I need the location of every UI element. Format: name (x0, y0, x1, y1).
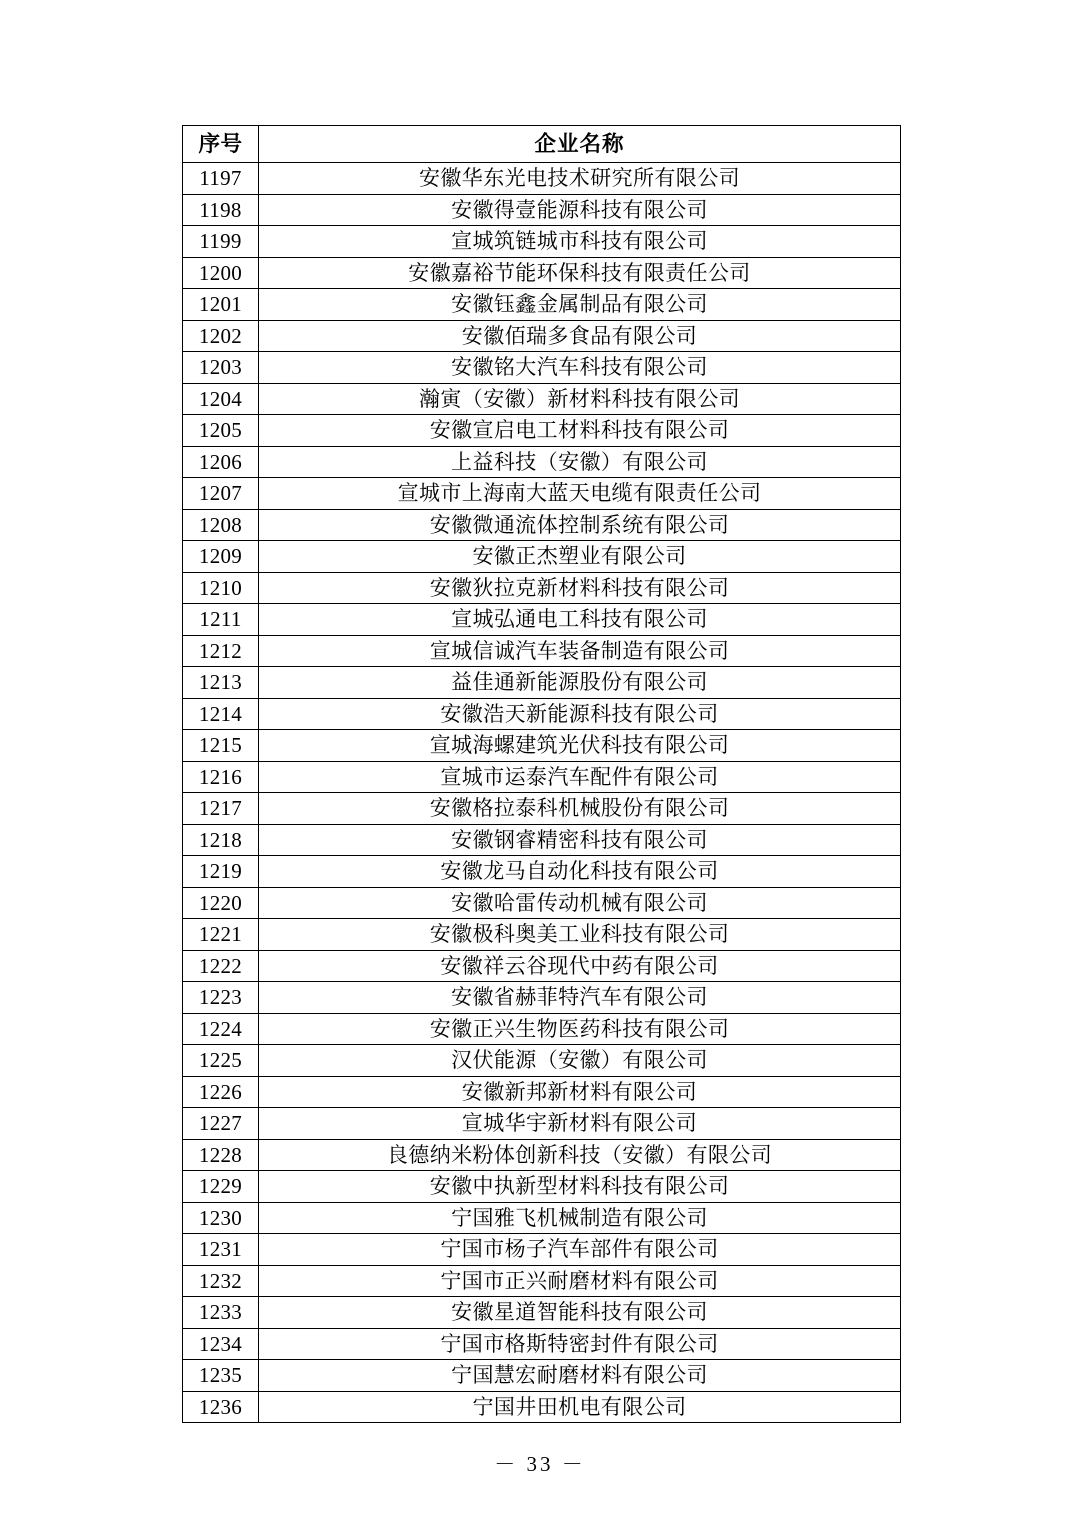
table-row (183, 1076, 901, 1108)
cell-enterprise-name: 安徽钢睿精密科技有限公司 (259, 824, 901, 856)
table-row (183, 415, 901, 447)
cell-enterprise-name: 安徽龙马自动化科技有限公司 (259, 856, 901, 888)
cell-sequence: 1226 (183, 1076, 259, 1108)
cell-sequence: 1201 (183, 289, 259, 321)
cell-enterprise-name: 宣城弘通电工科技有限公司 (259, 604, 901, 636)
table-body (183, 163, 901, 1423)
cell-sequence: 1235 (183, 1360, 259, 1392)
cell-enterprise-name: 安徽正杰塑业有限公司 (259, 541, 901, 573)
cell-enterprise-name: 安徽哈雷传动机械有限公司 (259, 887, 901, 919)
table-row (183, 289, 901, 321)
table-row (183, 604, 901, 636)
cell-enterprise-name: 益佳通新能源股份有限公司 (259, 667, 901, 699)
cell-sequence: 1227 (183, 1108, 259, 1140)
table-row (183, 887, 901, 919)
enterprise-listing-table-container (182, 125, 900, 1423)
cell-sequence: 1232 (183, 1265, 259, 1297)
table-row (183, 856, 901, 888)
table-row (183, 982, 901, 1014)
cell-sequence: 1199 (183, 226, 259, 258)
table-row (183, 478, 901, 510)
cell-enterprise-name: 安徽钰鑫金属制品有限公司 (259, 289, 901, 321)
cell-sequence: 1224 (183, 1013, 259, 1045)
table-header (183, 126, 901, 163)
cell-sequence: 1203 (183, 352, 259, 384)
cell-enterprise-name: 宣城筑链城市科技有限公司 (259, 226, 901, 258)
cell-sequence: 1229 (183, 1171, 259, 1203)
cell-sequence: 1223 (183, 982, 259, 1014)
cell-sequence: 1222 (183, 950, 259, 982)
table-row (183, 635, 901, 667)
cell-enterprise-name: 安徽星道智能科技有限公司 (259, 1297, 901, 1329)
cell-enterprise-name: 安徽佰瑞多食品有限公司 (259, 320, 901, 352)
cell-sequence: 1219 (183, 856, 259, 888)
cell-enterprise-name: 宁国井田机电有限公司 (259, 1391, 901, 1423)
cell-enterprise-name: 安徽铭大汽车科技有限公司 (259, 352, 901, 384)
cell-enterprise-name: 宣城信诚汽车装备制造有限公司 (259, 635, 901, 667)
table-row (183, 1391, 901, 1423)
cell-sequence: 1216 (183, 761, 259, 793)
table-row (183, 1202, 901, 1234)
cell-sequence: 1200 (183, 257, 259, 289)
cell-enterprise-name: 良德纳米粉体创新科技（安徽）有限公司 (259, 1139, 901, 1171)
cell-enterprise-name: 瀚寅（安徽）新材料科技有限公司 (259, 383, 901, 415)
cell-enterprise-name: 安徽省赫菲特汽车有限公司 (259, 982, 901, 1014)
table-row (183, 919, 901, 951)
cell-sequence: 1206 (183, 446, 259, 478)
cell-sequence: 1217 (183, 793, 259, 825)
table-row (183, 730, 901, 762)
cell-enterprise-name: 安徽华东光电技术研究所有限公司 (259, 163, 901, 195)
table-row (183, 698, 901, 730)
table-row (183, 950, 901, 982)
cell-enterprise-name: 安徽格拉泰科机械股份有限公司 (259, 793, 901, 825)
table-row (183, 1265, 901, 1297)
cell-enterprise-name: 安徽得壹能源科技有限公司 (259, 194, 901, 226)
cell-enterprise-name: 安徽祥云谷现代中药有限公司 (259, 950, 901, 982)
cell-sequence: 1228 (183, 1139, 259, 1171)
cell-sequence: 1197 (183, 163, 259, 195)
cell-sequence: 1233 (183, 1297, 259, 1329)
cell-sequence: 1211 (183, 604, 259, 636)
cell-enterprise-name: 宣城海螺建筑光伏科技有限公司 (259, 730, 901, 762)
cell-enterprise-name: 安徽中执新型材料科技有限公司 (259, 1171, 901, 1203)
cell-sequence: 1198 (183, 194, 259, 226)
cell-enterprise-name: 宣城华宇新材料有限公司 (259, 1108, 901, 1140)
table-row (183, 761, 901, 793)
table-row (183, 1013, 901, 1045)
table-row (183, 163, 901, 195)
cell-sequence: 1209 (183, 541, 259, 573)
table-header-row (183, 126, 901, 163)
table-row (183, 446, 901, 478)
table-row (183, 257, 901, 289)
table-row (183, 383, 901, 415)
cell-enterprise-name: 宣城市上海南大蓝天电缆有限责任公司 (259, 478, 901, 510)
cell-sequence: 1236 (183, 1391, 259, 1423)
page-number: － 33 － (494, 1452, 586, 1476)
cell-sequence: 1230 (183, 1202, 259, 1234)
cell-sequence: 1212 (183, 635, 259, 667)
cell-enterprise-name: 宁国雅飞机械制造有限公司 (259, 1202, 901, 1234)
table-row (183, 1045, 901, 1077)
table-row (183, 1108, 901, 1140)
table-row (183, 1234, 901, 1266)
cell-sequence: 1205 (183, 415, 259, 447)
table-row (183, 352, 901, 384)
cell-sequence: 1202 (183, 320, 259, 352)
cell-sequence: 1220 (183, 887, 259, 919)
cell-sequence: 1214 (183, 698, 259, 730)
cell-enterprise-name: 安徽新邦新材料有限公司 (259, 1076, 901, 1108)
cell-enterprise-name: 安徽浩天新能源科技有限公司 (259, 698, 901, 730)
column-header-enterprise-name: 企业名称 (259, 126, 901, 163)
cell-enterprise-name: 汉伏能源（安徽）有限公司 (259, 1045, 901, 1077)
table-row (183, 194, 901, 226)
table-row (183, 509, 901, 541)
cell-sequence: 1221 (183, 919, 259, 951)
cell-enterprise-name: 上益科技（安徽）有限公司 (259, 446, 901, 478)
cell-sequence: 1207 (183, 478, 259, 510)
table-row (183, 667, 901, 699)
cell-sequence: 1210 (183, 572, 259, 604)
cell-sequence: 1225 (183, 1045, 259, 1077)
cell-enterprise-name: 安徽极科奥美工业科技有限公司 (259, 919, 901, 951)
cell-sequence: 1215 (183, 730, 259, 762)
cell-enterprise-name: 宁国慧宏耐磨材料有限公司 (259, 1360, 901, 1392)
table-row (183, 1297, 901, 1329)
cell-sequence: 1231 (183, 1234, 259, 1266)
cell-sequence: 1213 (183, 667, 259, 699)
table-row (183, 793, 901, 825)
table-row (183, 572, 901, 604)
cell-enterprise-name: 宣城市运泰汽车配件有限公司 (259, 761, 901, 793)
table-row (183, 1139, 901, 1171)
cell-sequence: 1204 (183, 383, 259, 415)
cell-enterprise-name: 宁国市正兴耐磨材料有限公司 (259, 1265, 901, 1297)
cell-sequence: 1208 (183, 509, 259, 541)
table-row (183, 1360, 901, 1392)
cell-sequence: 1234 (183, 1328, 259, 1360)
table-row (183, 1171, 901, 1203)
cell-enterprise-name: 安徽嘉裕节能环保科技有限责任公司 (259, 257, 901, 289)
cell-enterprise-name: 宁国市格斯特密封件有限公司 (259, 1328, 901, 1360)
table-row (183, 1328, 901, 1360)
cell-sequence: 1218 (183, 824, 259, 856)
cell-enterprise-name: 安徽微通流体控制系统有限公司 (259, 509, 901, 541)
cell-enterprise-name: 宁国市杨子汽车部件有限公司 (259, 1234, 901, 1266)
cell-enterprise-name: 安徽宣启电工材料科技有限公司 (259, 415, 901, 447)
cell-enterprise-name: 安徽正兴生物医药科技有限公司 (259, 1013, 901, 1045)
table-row (183, 320, 901, 352)
enterprise-listing-table (182, 125, 901, 1423)
cell-enterprise-name: 安徽狄拉克新材料科技有限公司 (259, 572, 901, 604)
table-row (183, 541, 901, 573)
table-row (183, 226, 901, 258)
column-header-sequence: 序号 (183, 126, 259, 163)
table-row (183, 824, 901, 856)
